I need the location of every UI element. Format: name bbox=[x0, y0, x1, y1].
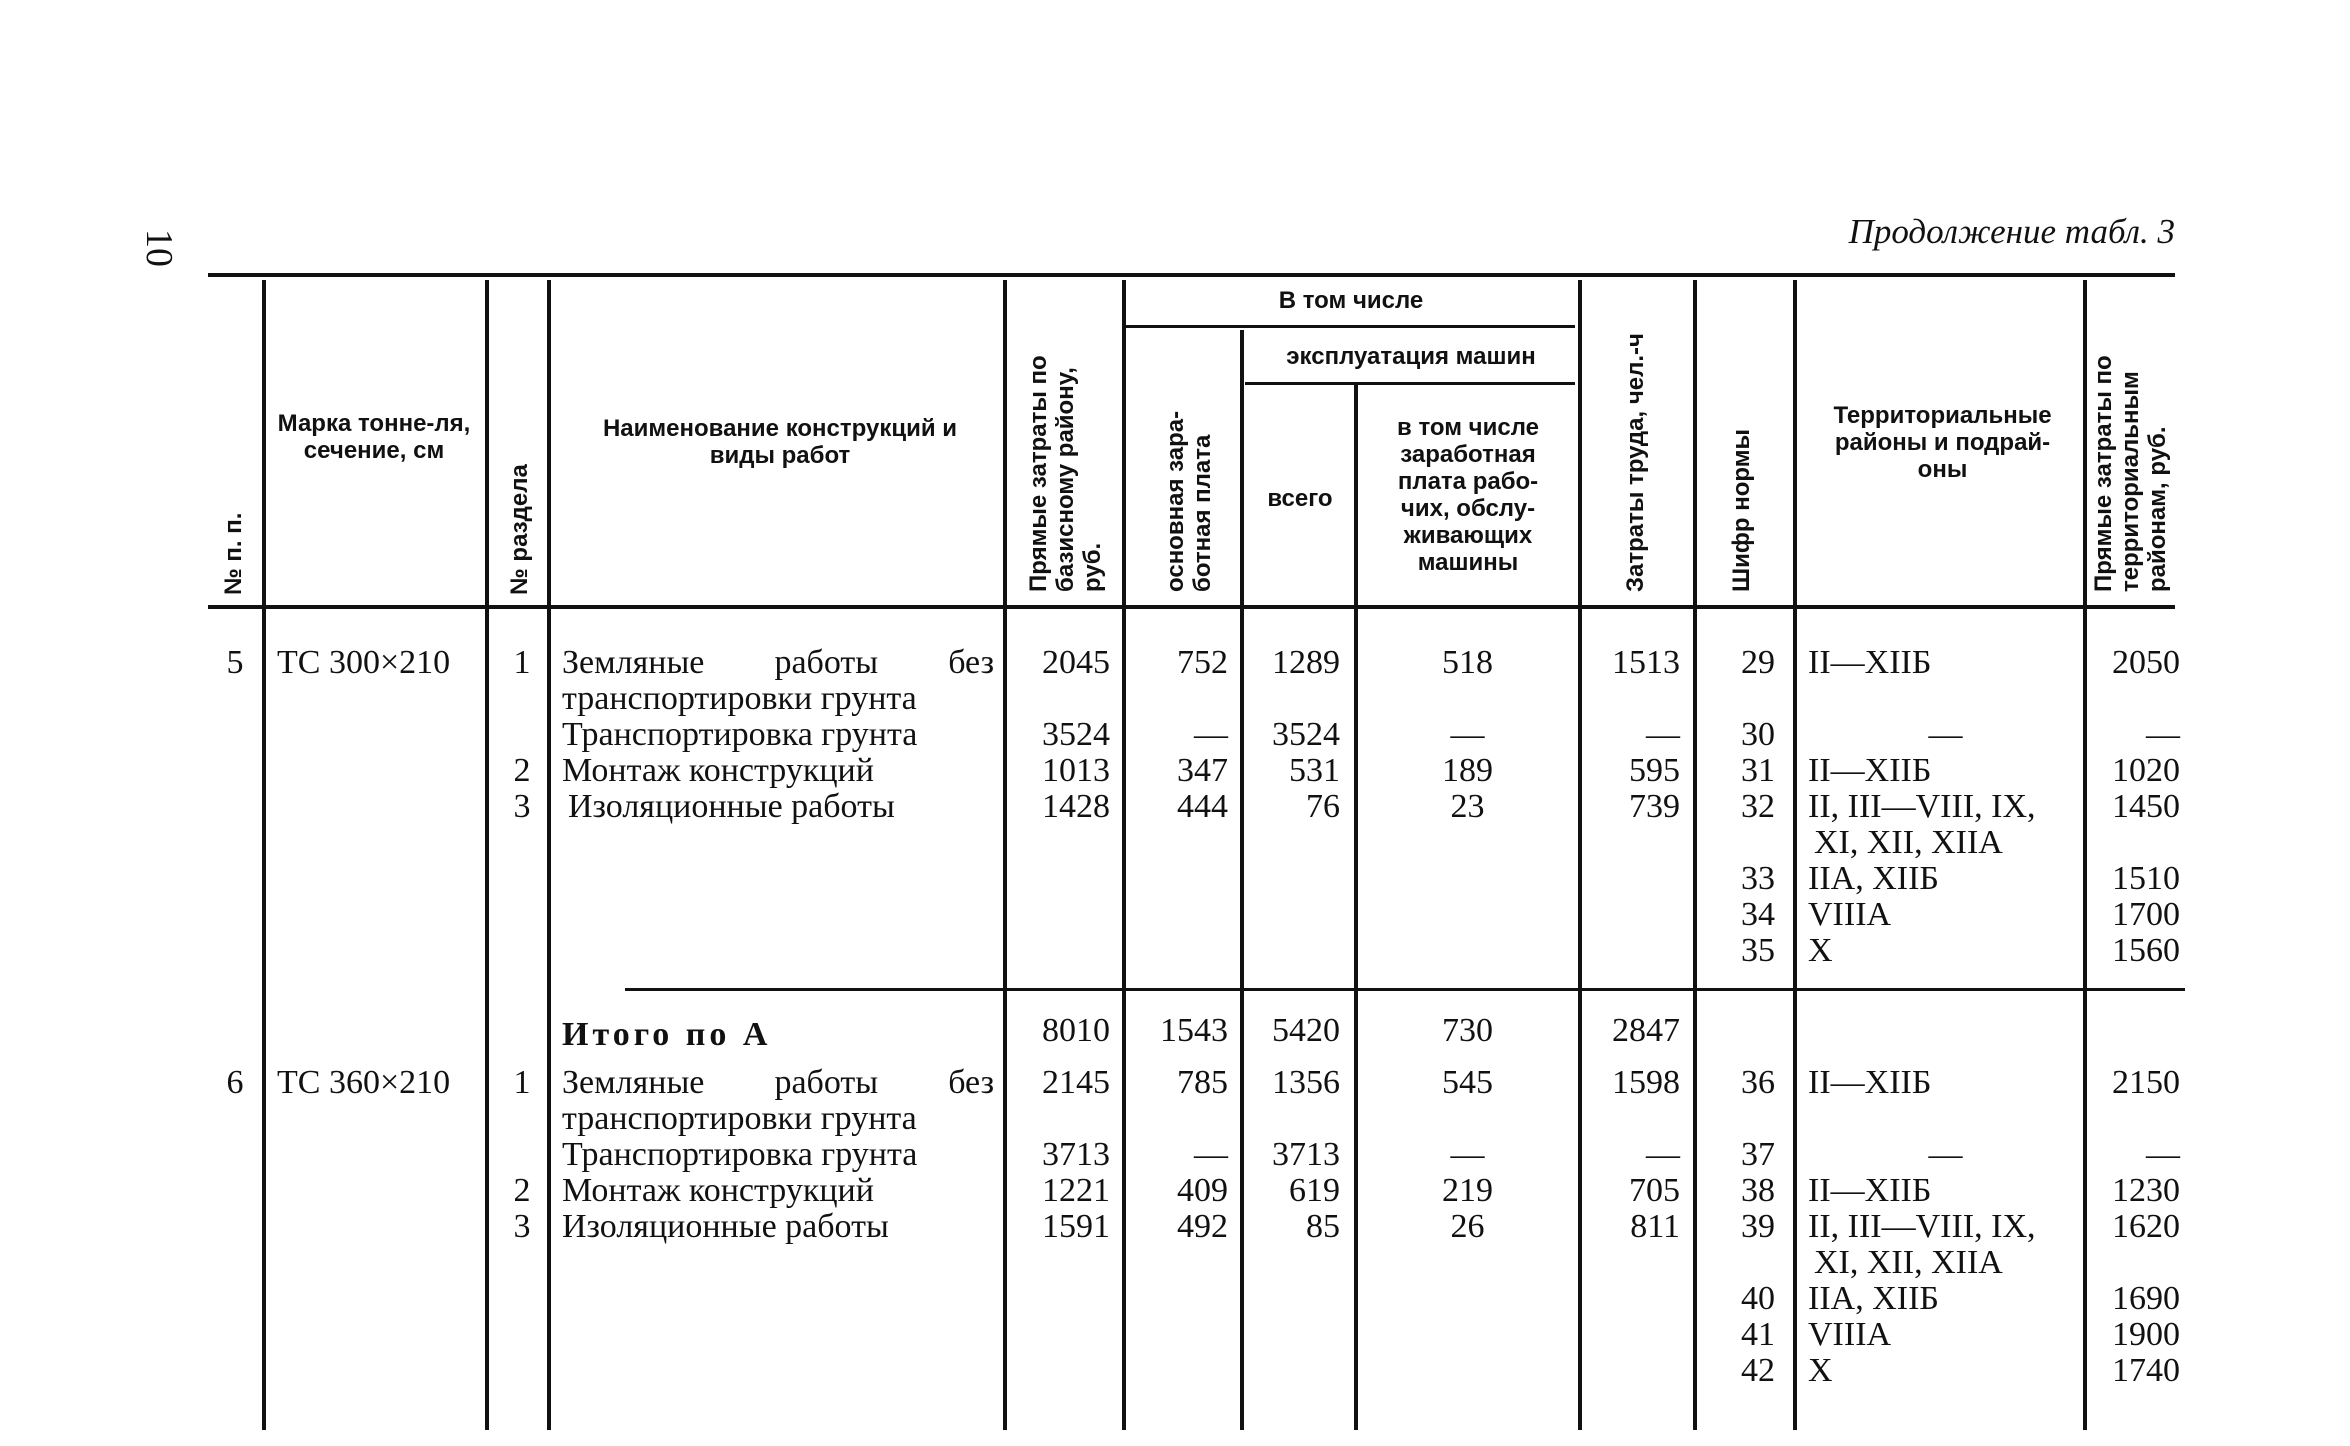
tunnel-mark: ТС 300×210 bbox=[277, 644, 451, 681]
page-number: 10 bbox=[138, 229, 180, 267]
regions: II—XIIБ — II—XIIБ II, III—VIII, IX, XI, XII, XIIА IIА, XIIБ VIIIА X bbox=[1808, 1064, 2036, 1389]
norm-codes: 36 37 38 39 40 41 42 bbox=[1741, 1064, 1775, 1389]
header-direct-cost-base: Прямые затраты по базисному району, руб. bbox=[1025, 355, 1106, 592]
direct-costs: 2045 3524 1013 1428 bbox=[1042, 644, 1110, 825]
section-numbers: 1 2 3 bbox=[513, 644, 531, 825]
machine-totals: 1289 3524 531 76 bbox=[1272, 644, 1340, 825]
labor-costs: 1513 — 595 739 bbox=[1612, 644, 1680, 825]
header-norm-code: Шифр нормы bbox=[1728, 429, 1755, 592]
machine-wages: 545 — 219 26 bbox=[1442, 1064, 1493, 1245]
base-wages: 785 — 409 492 bbox=[1177, 1064, 1228, 1245]
subtotal-labor: 2847 bbox=[1612, 1012, 1680, 1049]
header-direct-cost-regions: Прямые затраты по территориальным районам, руб. bbox=[2090, 355, 2171, 592]
header-work-name: Наименование конструкций и виды работ bbox=[602, 415, 958, 469]
norm-codes: 29 30 31 32 33 34 35 bbox=[1741, 644, 1775, 969]
header-regions: Территориальные районы и подрай-оны bbox=[1833, 402, 2052, 483]
work-names: Земляные работы без транспортировки грунта Транспортировка грунта Монтаж конструкций Изоляционные работы bbox=[562, 644, 994, 825]
tunnel-mark: ТС 360×210 bbox=[277, 1064, 451, 1101]
header-machine-operation: эксплуатация машин bbox=[1286, 343, 1536, 370]
subtotal-label: Итого по А bbox=[562, 1016, 772, 1053]
header-row-no: № п. п. bbox=[220, 512, 247, 595]
row-no: 5 bbox=[226, 644, 244, 681]
subtotal-machine-wage: 730 bbox=[1442, 1012, 1493, 1049]
header-machine-total: всего bbox=[1267, 485, 1333, 512]
section-numbers: 1 2 3 bbox=[513, 1064, 531, 1245]
header-base-wage: основная зара- ботная плата bbox=[1162, 410, 1216, 592]
machine-totals: 1356 3713 619 85 bbox=[1272, 1064, 1340, 1245]
row-no: 6 bbox=[226, 1064, 244, 1101]
subtotal-direct: 8010 bbox=[1042, 1012, 1110, 1049]
regions: II—XIIБ — II—XIIБ II, III—VIII, IX, XI, XII, XIIА IIА, XIIБ VIIIА X bbox=[1808, 644, 2036, 969]
header-tunnel-mark: Марка тонне-ля, сечение, см bbox=[277, 410, 471, 464]
region-costs: 2050 — 1020 1450 1510 1700 1560 bbox=[2112, 644, 2180, 969]
header-section-no: № раздела bbox=[506, 464, 533, 595]
subtotal-machine-total: 5420 bbox=[1272, 1012, 1340, 1049]
header-machine-wage: в том числе заработная плата рабо-чих, обслу-живающих машины bbox=[1397, 414, 1539, 576]
subtotal-wage: 1543 bbox=[1160, 1012, 1228, 1049]
table-continuation-title: Продолжение табл. 3 bbox=[1848, 212, 2175, 251]
machine-wages: 518 — 189 23 bbox=[1442, 644, 1493, 825]
base-wages: 752 — 347 444 bbox=[1177, 644, 1228, 825]
header-including: В том числе bbox=[1278, 287, 1424, 314]
labor-costs: 1598 — 705 811 bbox=[1612, 1064, 1680, 1245]
direct-costs: 2145 3713 1221 1591 bbox=[1042, 1064, 1110, 1245]
region-costs: 2150 — 1230 1620 1690 1900 1740 bbox=[2112, 1064, 2180, 1389]
work-names: Земляные работы без транспортировки грунта Транспортировка грунта Монтаж конструкций Изоляционные работы bbox=[562, 1064, 994, 1245]
header-labor: Затраты труда, чел.-ч bbox=[1622, 333, 1649, 592]
